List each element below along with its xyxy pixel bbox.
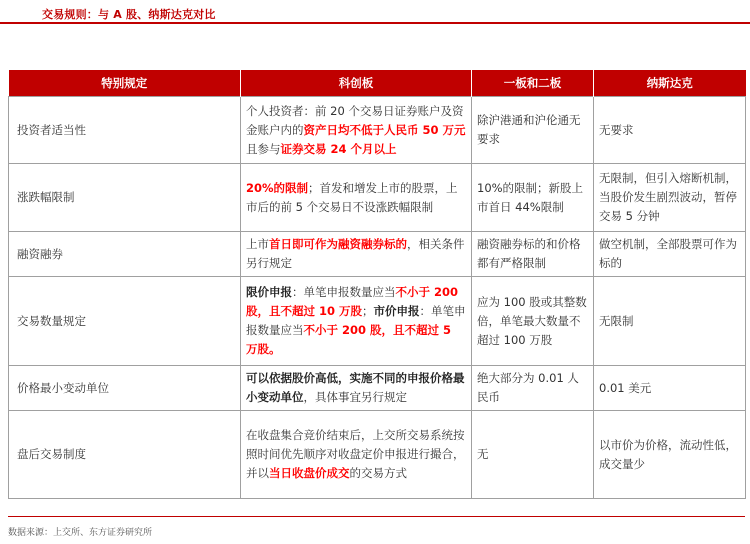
main-boards-cell: 除沪港通和沪伦通无要求 (472, 97, 594, 164)
nasdaq-cell: 做空机制，全部股票可作为标的 (594, 232, 746, 277)
star-market-cell: 在收盘集合竞价结束后，上交所交易系统按照时间优先顺序对收盘定价申报进行撮合，并以当日收盘价成交的交易方式 (241, 411, 472, 499)
footer-divider (8, 516, 745, 517)
row-label: 融资融券 (9, 232, 241, 277)
table-row (9, 366, 746, 411)
nasdaq-cell: 无限制，但引入熔断机制，当股价发生剧烈波动，暂停交易 5 分钟 (594, 164, 746, 232)
star-market-cell: 上市首日即可作为融资融券标的，相关条件另行规定 (241, 232, 472, 277)
row-label: 涨跌幅限制 (9, 164, 241, 232)
header-star-market: 科创板 (241, 70, 472, 97)
star-market-cell: 个人投资者：前 20 个交易日证券账户及资金账户内的资产日均不低于人民币 50 万元且参与证券交易 24 个月以上 (241, 97, 472, 164)
comparison-table (8, 70, 746, 499)
main-boards-cell: 绝大部分为 0.01 人民币 (472, 366, 594, 411)
table-row (9, 97, 746, 164)
main-boards-cell: 应为 100 股或其整数倍，单笔最大数量不超过 100 万股 (472, 277, 594, 366)
source-note: 数据来源：上交所、东方证券研究所 (8, 528, 153, 538)
nasdaq-cell: 0.01 美元 (594, 366, 746, 411)
table-row (9, 277, 746, 366)
main-boards-cell: 无 (472, 411, 594, 499)
table-row (9, 411, 746, 499)
header-special-rules: 特别规定 (9, 70, 241, 97)
table-row (9, 164, 746, 232)
row-label: 价格最小变动单位 (9, 366, 241, 411)
nasdaq-cell: 无要求 (594, 97, 746, 164)
table-header-row (9, 70, 746, 97)
header-nasdaq: 纳斯达克 (594, 70, 746, 97)
star-market-cell: 可以依据股价高低，实施不同的申报价格最小变动单位，具体事宜另行规定 (241, 366, 472, 411)
nasdaq-cell: 无限制 (594, 277, 746, 366)
star-market-cell: 限价申报：单笔申报数量应当不小于 200 股，且不超过 10 万股；市价申报：单笔申报数量应当不小于 200 股，且不超过 5 万股。 (241, 277, 472, 366)
main-boards-cell: 10%的限制；新股上市首日 44%限制 (472, 164, 594, 232)
row-label: 投资者适当性 (9, 97, 241, 164)
main-boards-cell: 融资融券标的和价格都有严格限制 (472, 232, 594, 277)
row-label: 盘后交易制度 (9, 411, 241, 499)
nasdaq-cell: 以市价为价格，流动性低，成交量少 (594, 411, 746, 499)
star-market-cell: 20%的限制；首发和增发上市的股票，上市后的前 5 个交易日不设涨跌幅限制 (241, 164, 472, 232)
header-main-boards: 一板和二板 (472, 70, 594, 97)
table-row (9, 232, 746, 277)
row-label: 交易数量规定 (9, 277, 241, 366)
page-title: 交易规则：与 A 股、纳斯达克对比 (42, 8, 216, 21)
title-divider (0, 22, 750, 24)
